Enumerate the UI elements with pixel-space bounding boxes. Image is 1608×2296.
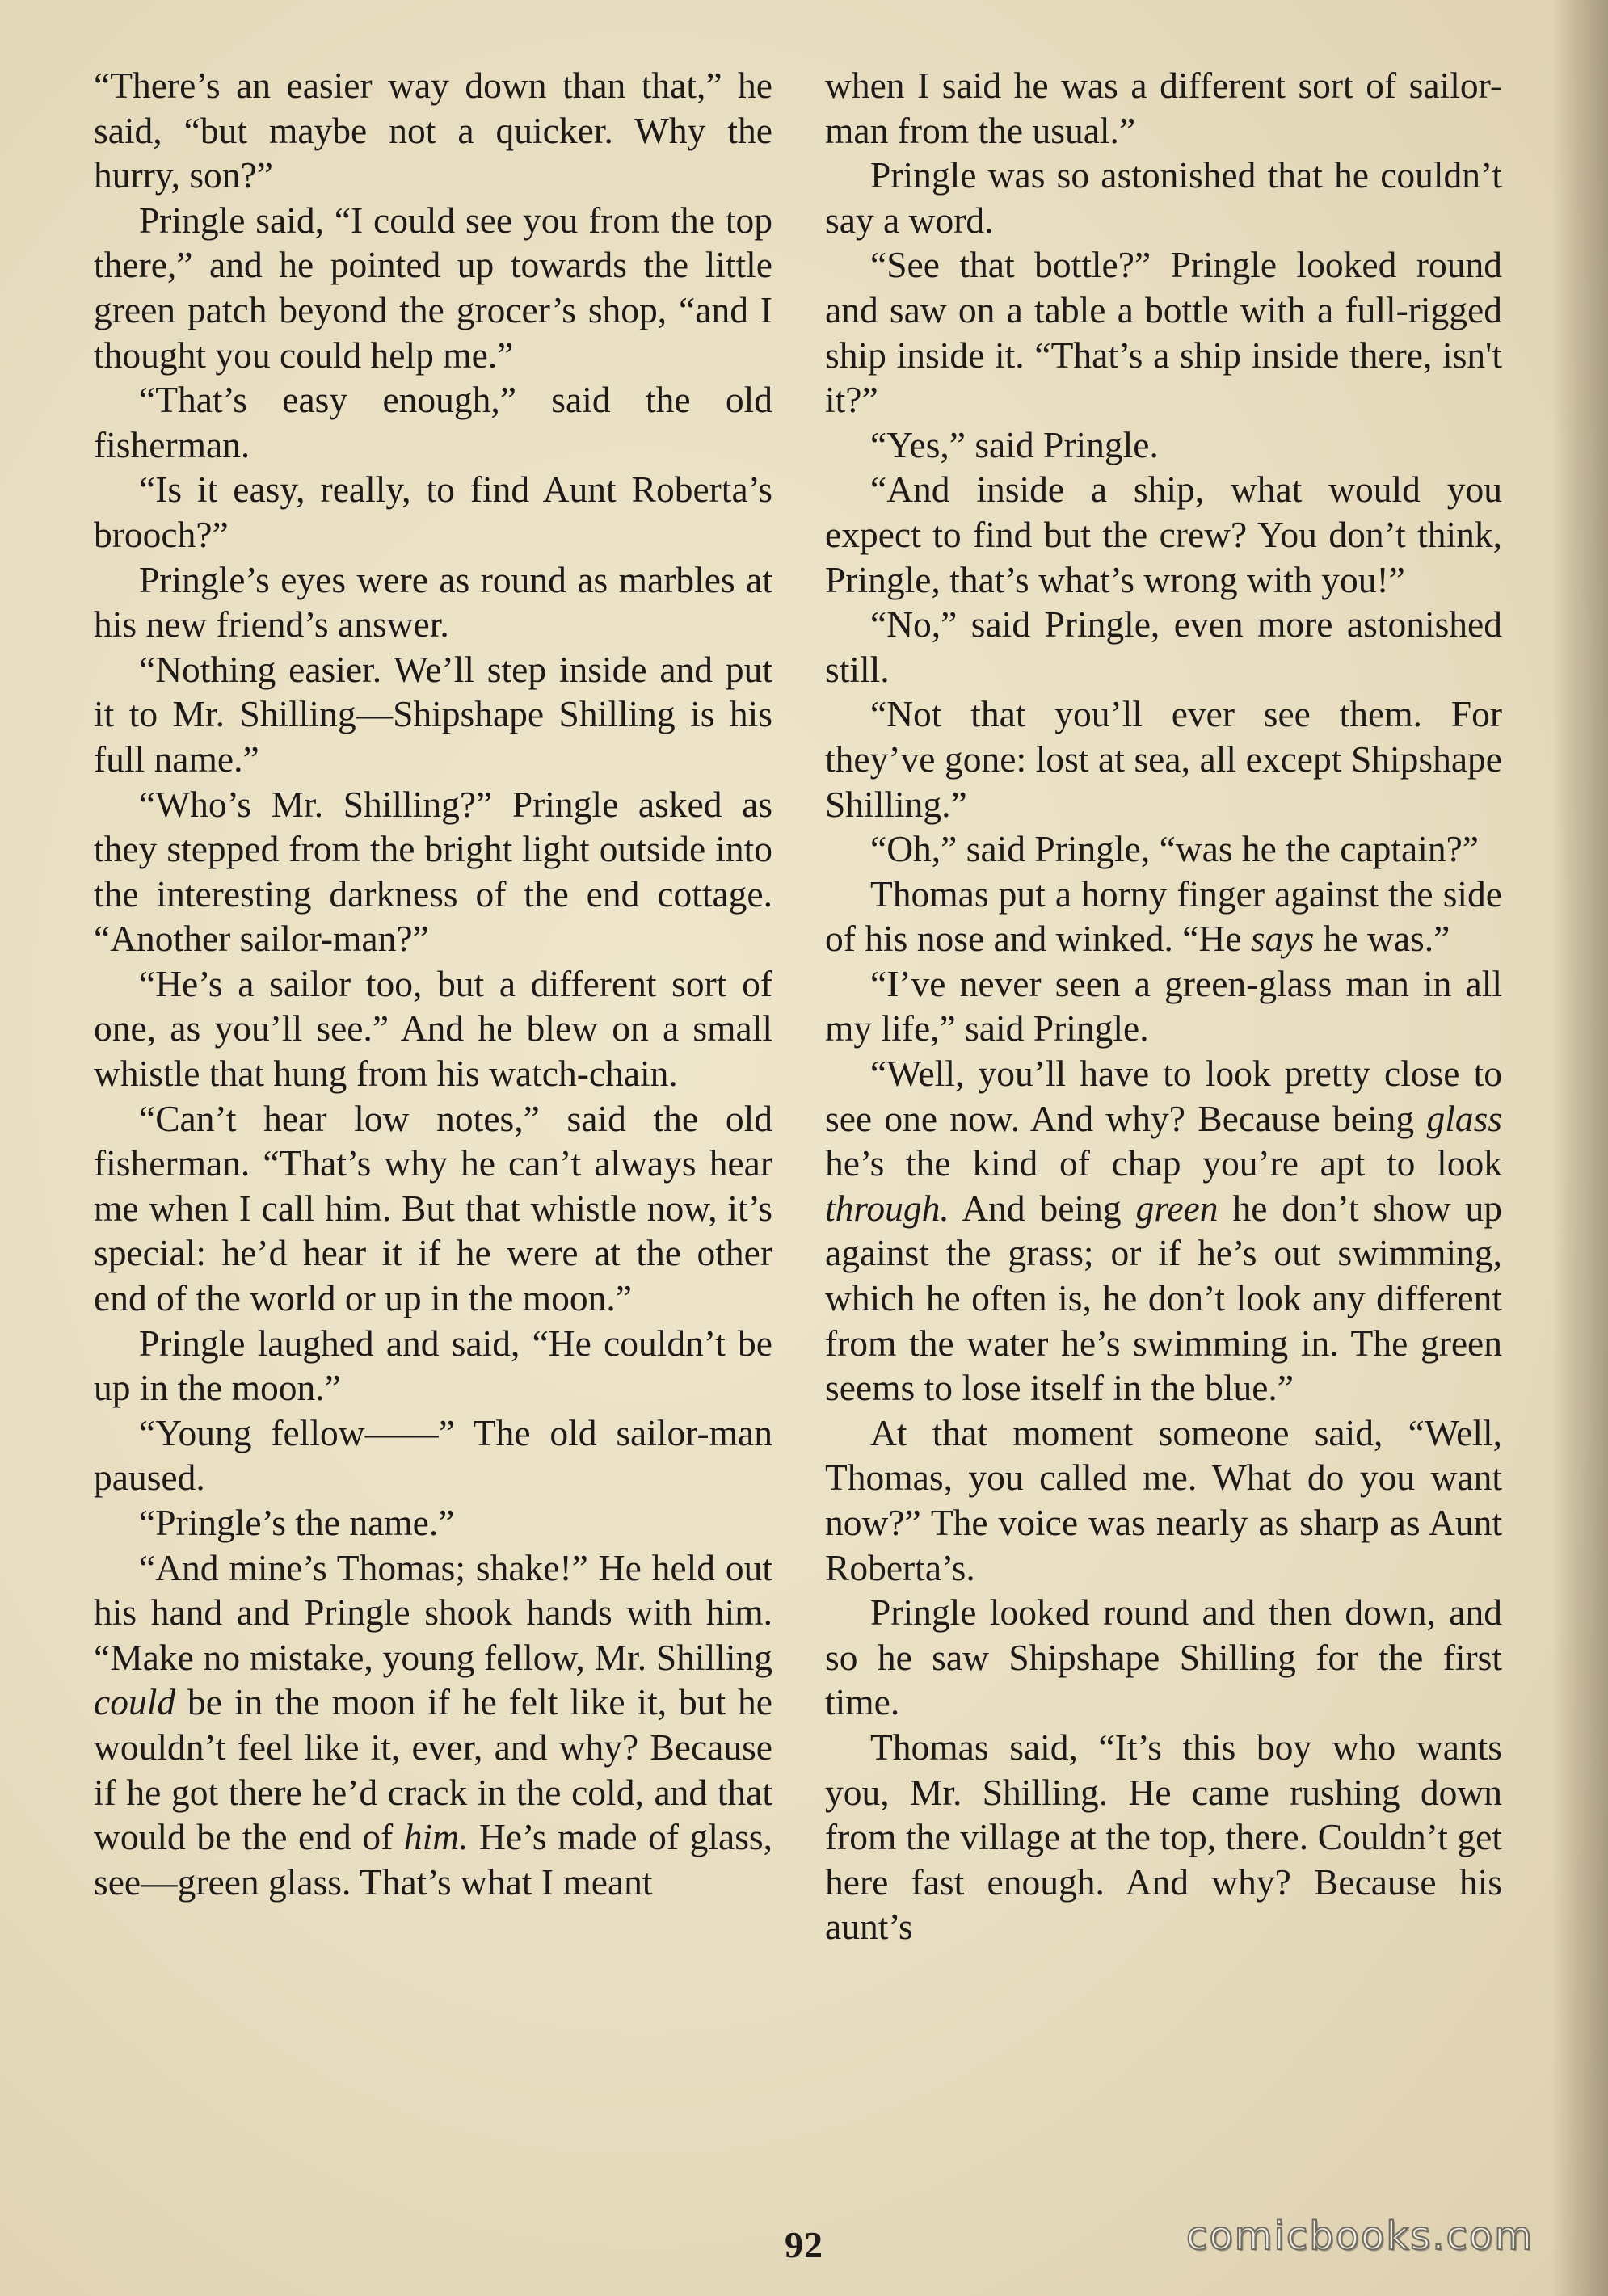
text-run: Pringle laughed and said, “He couldn’t be up in the moon.”	[94, 1322, 772, 1409]
italic-text: through.	[825, 1187, 949, 1229]
right-text-column	[825, 63, 1502, 1949]
paragraph	[825, 1051, 1502, 1411]
paragraph	[825, 692, 1502, 826]
paragraph	[94, 377, 772, 467]
text-run: At that moment someone said, “Well, Thomas, you called me. What do you want now?” The voice was nearly as sharp as Aunt Roberta’s.	[825, 1411, 1502, 1588]
text-run: “He’s a sailor too, but a different sort of one, as you’ll see.” And he blew on a small whistle that hung from his watch-chain.	[94, 962, 772, 1095]
text-run: “Young fellow——” The old sailor-man paused.	[94, 1411, 772, 1499]
paragraph	[94, 557, 772, 647]
paragraph	[825, 467, 1502, 602]
paragraph	[94, 1321, 772, 1411]
text-run: He’s made of glass, see—green glass. That’s what I meant	[94, 1816, 772, 1903]
text-run: he was.”	[1314, 918, 1450, 960]
paragraph	[825, 423, 1502, 468]
text-run: “And mine’s Thomas; shake!” He held out his hand and Pringle shook hands with him. “Make no mistake, young fellow, Mr. Shilling	[94, 1546, 772, 1678]
italic-text: could	[94, 1681, 176, 1723]
text-run: “Can’t hear low notes,” said the old fisherman. “That’s why he can’t always hear me when I call him. But that whistle now, it’s special: he’d hear it if he were at the other end of the world or up in the moon.”	[94, 1097, 772, 1319]
text-run: “Yes,” said Pringle.	[870, 423, 1159, 465]
paragraph	[94, 198, 772, 377]
italic-text: says	[1250, 918, 1315, 960]
paragraph	[825, 242, 1502, 422]
paragraph	[825, 153, 1502, 242]
italic-text: glass	[1426, 1097, 1502, 1139]
left-text-column	[94, 63, 772, 1904]
paragraph	[825, 1411, 1502, 1590]
italic-text: green	[1135, 1187, 1219, 1229]
paragraph	[825, 1590, 1502, 1725]
text-run: “There’s an easier way down than that,” he said, “but maybe not a quicker. Why the hurry, son?”	[94, 65, 772, 196]
paragraph	[94, 467, 772, 557]
paragraph	[94, 1096, 772, 1321]
text-run: “No,” said Pringle, even more astonished still.	[825, 603, 1502, 690]
text-run: “Pringle’s the name.”	[139, 1502, 455, 1543]
text-run: Pringle looked round and then down, and so he saw Shipshape Shilling for the first time.	[825, 1592, 1502, 1723]
text-run: “That’s easy enough,” said the old fisherman.	[94, 379, 772, 465]
text-run: he’s the kind of chap you’re apt to look	[825, 1142, 1502, 1184]
paragraph	[825, 602, 1502, 692]
page-gutter-shadow	[1551, 0, 1608, 2296]
text-run: be in the moon if he felt like it, but he wouldn’t feel like it, ever, and why? Because if he got there he’d crack in the cold, and that would be the end of	[94, 1681, 772, 1858]
paragraph	[825, 63, 1502, 153]
text-run: “See that bottle?” Pringle looked round and saw on a table a bottle with a full-rigged ship inside it. “That’s a ship inside there, isn't it?”	[825, 244, 1502, 421]
paragraph	[94, 1411, 772, 1500]
paragraph	[825, 961, 1502, 1051]
italic-text: him.	[403, 1816, 469, 1858]
paragraph	[94, 647, 772, 782]
text-run: “Not that you’ll ever see them. For they’ve gone: lost at sea, all except Shipshape Shilling.”	[825, 693, 1502, 825]
text-run: “Nothing easier. We’ll step inside and put it to Mr. Shilling—Shipshape Shilling is his full name.”	[94, 648, 772, 780]
text-run: Thomas put a horny finger against the side of his nose and winked. “He	[825, 873, 1502, 960]
text-run: “I’ve never seen a green-glass man in all my life,” said Pringle.	[825, 962, 1502, 1049]
text-run: he don’t show up against the grass; or if he’s out swimming, which he often is, he don’t look any different from the water he’s swimming in. The green seems to lose itself in the blue.”	[825, 1187, 1503, 1409]
paragraph	[94, 63, 772, 198]
paragraph	[825, 826, 1502, 872]
text-run: “Oh,” said Pringle, “was he the captain?”	[870, 828, 1479, 870]
text-run: “Who’s Mr. Shilling?” Pringle asked as they stepped from the bright light outside into the interesting darkness of the end cottage. “Another sailor-man?”	[94, 783, 772, 960]
text-run: “Is it easy, really, to find Aunt Roberta’s brooch?”	[94, 469, 772, 555]
text-run: Pringle’s eyes were as round as marbles at his new friend’s answer.	[94, 558, 772, 645]
text-run: “Well, you’ll have to look pretty close to see one now. And why? Because being	[825, 1053, 1502, 1139]
text-run: “And inside a ship, what would you expect to find but the crew? You don’t think, Pringle, that’s what’s wrong with you!”	[825, 469, 1502, 600]
paragraph	[94, 961, 772, 1096]
text-run: Pringle said, “I could see you from the top there,” and he pointed up towards the little green patch beyond the grocer’s shop, “and I thought you could help me.”	[94, 199, 772, 376]
text-run: Thomas said, “It’s this boy who wants you, Mr. Shilling. He came rushing down from the village at the top, there. Couldn’t get here fast enough. And why? Because his aunt’s	[825, 1726, 1502, 1948]
paragraph	[94, 782, 772, 961]
text-run: Pringle was so astonished that he couldn’t say a word.	[825, 154, 1502, 241]
paragraph	[94, 1545, 772, 1905]
watermark: comicbooks.com	[1185, 2214, 1534, 2259]
paragraph	[94, 1500, 772, 1545]
text-run: when I said he was a different sort of sailor-man from the usual.”	[825, 65, 1502, 151]
paragraph	[825, 872, 1502, 961]
paragraph	[825, 1725, 1502, 1949]
page-number: 92	[785, 2224, 823, 2265]
text-run: And being	[949, 1187, 1136, 1229]
